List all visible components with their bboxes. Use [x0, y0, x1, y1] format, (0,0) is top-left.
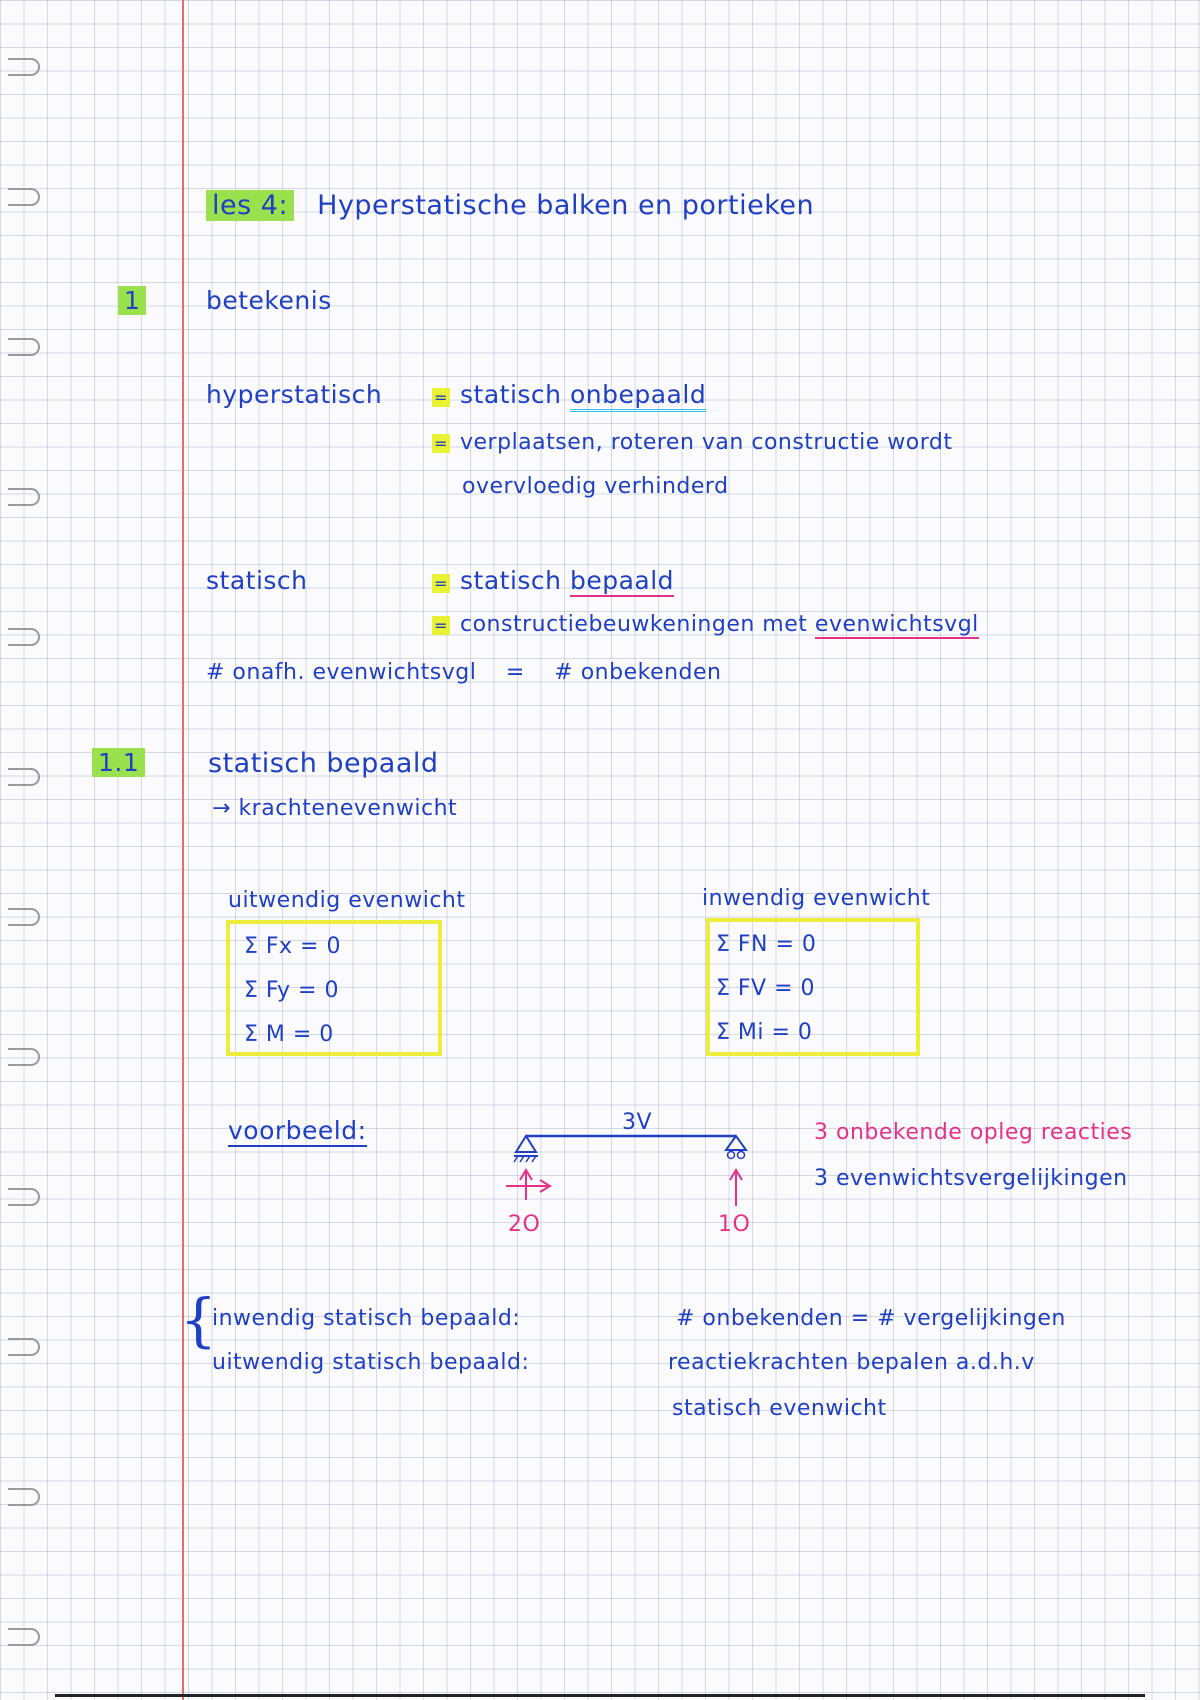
- binder-hole: [8, 338, 40, 356]
- section-heading: statisch bepaald: [208, 748, 439, 779]
- definition-line: overvloedig verhinderd: [462, 474, 729, 499]
- section-number: 1.1: [92, 748, 145, 777]
- equals-mark: =: [432, 574, 450, 593]
- pin-support: [516, 1136, 536, 1152]
- equation: Σ Mi = 0: [716, 1020, 813, 1045]
- binder-hole: [8, 1628, 40, 1646]
- summary-left: inwendig statisch bepaald:: [212, 1306, 521, 1331]
- roller-support: [726, 1136, 746, 1150]
- binder-hole: [8, 1048, 40, 1066]
- equation: Σ Fy = 0: [244, 978, 339, 1003]
- title-text: Hyperstatische balken en portieken: [317, 190, 815, 221]
- uitwendig-title: uitwendig evenwicht: [228, 888, 466, 913]
- binder-hole: [8, 488, 40, 506]
- definition-line: = constructiebeuwkeningen met evenwichtsvgl: [432, 612, 979, 637]
- equation: Σ FN = 0: [716, 932, 817, 957]
- summary-right: # onbekenden = # vergelijkingen: [676, 1306, 1066, 1331]
- note-unknowns: 3 onbekende opleg reacties: [814, 1120, 1133, 1145]
- binder-hole: [8, 768, 40, 786]
- equation: Σ M = 0: [244, 1022, 334, 1047]
- definition-line: = statisch bepaald: [432, 566, 674, 595]
- page-title: [206, 190, 814, 221]
- note-equations: 3 evenwichtsvergelijkingen: [814, 1166, 1128, 1191]
- binder-hole: [8, 188, 40, 206]
- beam-label: 3V: [622, 1110, 653, 1135]
- lesson-label: les 4:: [206, 190, 294, 221]
- count-rule: # onafh. evenwichtsvgl = # onbekenden: [206, 660, 722, 685]
- reaction-count-left: 2O: [508, 1212, 541, 1237]
- equation: Σ FV = 0: [716, 976, 816, 1001]
- voorbeeld-label: voorbeeld:: [228, 1116, 367, 1145]
- page-bottom-edge: [55, 1694, 1145, 1697]
- definition-line: = statisch onbepaald: [432, 380, 706, 409]
- margin-line: [182, 0, 184, 1700]
- summary-left: uitwendig statisch bepaald:: [212, 1350, 530, 1375]
- reaction-count-right: 1O: [718, 1212, 751, 1237]
- term-hyperstatisch: hyperstatisch: [206, 380, 383, 409]
- equation: Σ Fx = 0: [244, 934, 341, 959]
- equals-mark: =: [432, 434, 450, 453]
- summary-right: statisch evenwicht: [672, 1396, 887, 1421]
- equals-mark: =: [432, 616, 450, 635]
- binder-hole: [8, 1188, 40, 1206]
- roller-wheel: [728, 1152, 735, 1159]
- section-heading: betekenis: [206, 286, 332, 315]
- subheading: → krachtenevenwicht: [212, 796, 458, 821]
- roller-wheel: [738, 1152, 745, 1159]
- binder-hole: [8, 908, 40, 926]
- binder-hole: [8, 1338, 40, 1356]
- binder-hole: [8, 628, 40, 646]
- summary-right: reactiekrachten bepalen a.d.h.v: [668, 1350, 1035, 1375]
- equals-mark: =: [432, 388, 450, 407]
- section-number: 1: [118, 286, 146, 315]
- binder-hole: [8, 1488, 40, 1506]
- definition-line: = verplaatsen, roteren van constructie wordt: [432, 430, 953, 455]
- binder-hole: [8, 58, 40, 76]
- term-statisch: statisch: [206, 566, 308, 595]
- inwendig-title: inwendig evenwicht: [702, 886, 931, 911]
- curly-brace: {: [180, 1286, 217, 1354]
